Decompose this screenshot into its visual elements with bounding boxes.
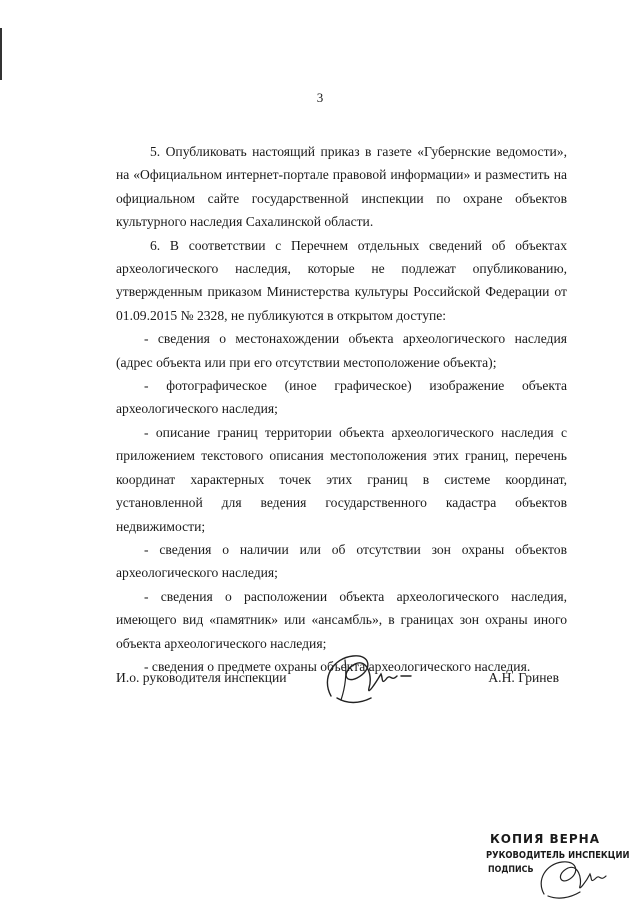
list-item: - описание границ территории объекта археологического наследия с приложением текстового описания местоположения этих границ, перечень координат характерных точек этих границ в системе координат, установленной для ведения государственного кадастра объектов недвижимости;	[116, 424, 567, 534]
signatory-title: И.о. руководителя инспекции	[116, 670, 287, 685]
paragraph-6: 6. В соответствии с Перечнем отдельных сведений об объектах археологического наследия, которые не подлежат опубликованию, утвержденным приказом Министерства культуры Российской Федерации от 01.09.2015 № 2328, не публикуются в открытом доступе:	[116, 237, 567, 323]
stamp-signature-label: ПОДПИСЬ	[488, 865, 534, 875]
signatory-name: А.Н. Гринев	[488, 670, 559, 685]
list-item: - сведения о расположении объекта археологического наследия, имеющего вид «памятник» или «ансамбль», в границах зон охраны иного объекта археологического наследия;	[116, 588, 567, 651]
stamp-heading: КОПИЯ ВЕРНА	[490, 832, 600, 846]
list-item: - сведения о предмете охраны объекта археологического наследия.	[144, 658, 531, 674]
handwritten-signature	[311, 648, 421, 710]
scan-edge-mark	[0, 28, 2, 80]
stamp-handwritten-signature	[534, 854, 614, 900]
list-item: - сведения о наличии или об отсутствии зон охраны объектов археологического наследия;	[116, 541, 567, 581]
list-item: - сведения о местонахождении объекта археологического наследия (адрес объекта или при его отсутствии местоположение объекта);	[116, 331, 567, 370]
signature-block	[116, 670, 567, 700]
copy-certified-stamp	[486, 832, 630, 900]
list-item: - фотографическое (иное графическое) изображение объекта археологического наследия;	[116, 378, 567, 417]
stamp-position: РУКОВОДИТЕЛЬ ИНСПЕКЦИИ	[486, 850, 630, 861]
paragraph-5: 5. Опубликовать настоящий приказ в газете «Губернские ведомости», на «Официальном интернет-портале правовой информации» и разместить на официальном сайте государственной инспекции по охране объектов культурного наследия Сахалинской области.	[116, 144, 567, 230]
document-body	[116, 140, 567, 678]
page-number: 3	[316, 90, 324, 105]
